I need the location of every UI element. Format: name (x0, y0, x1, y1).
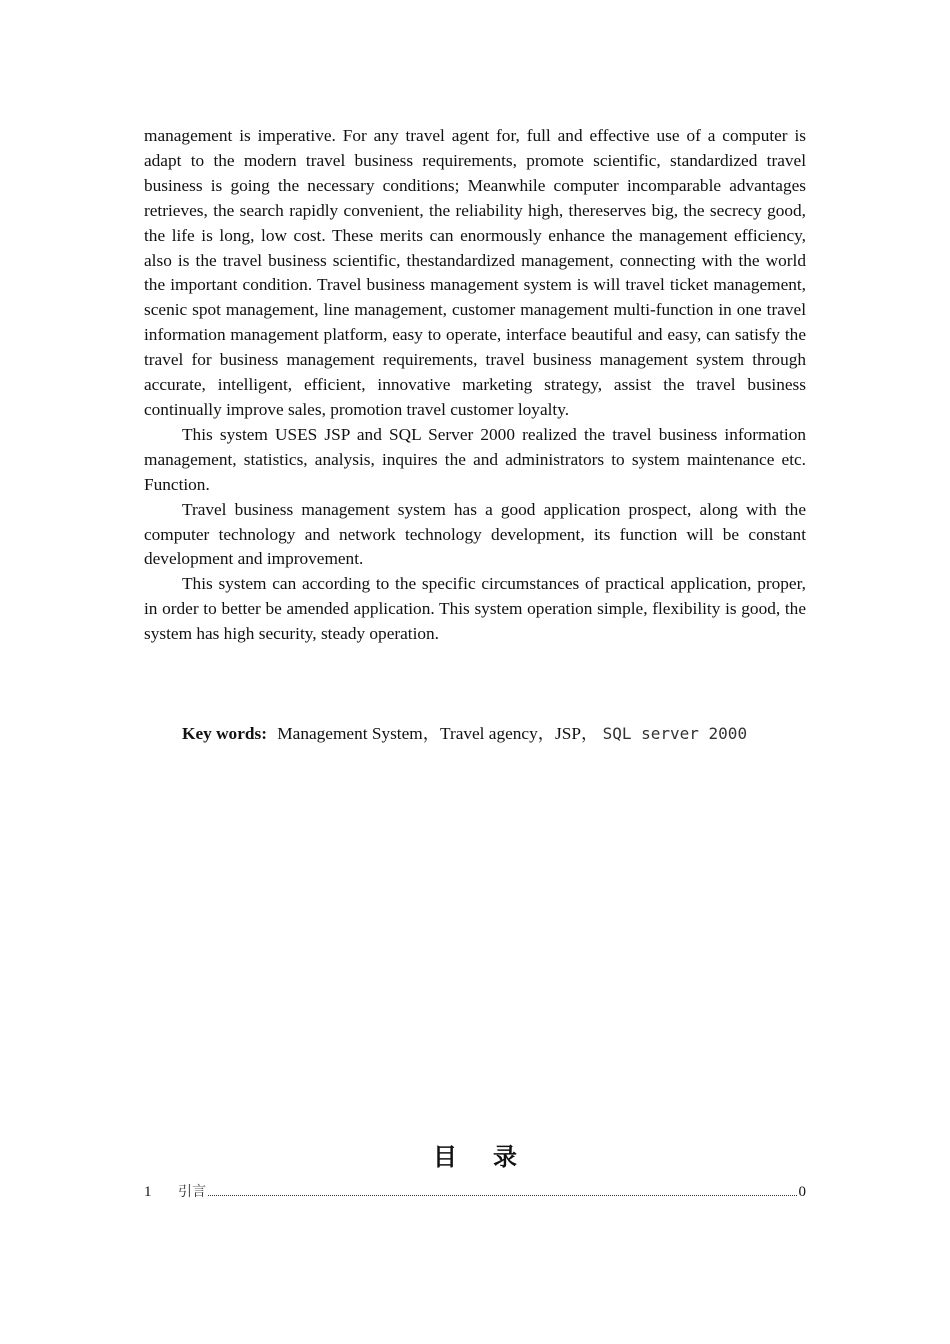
toc-leader-dots (208, 1194, 797, 1196)
abstract-paragraph: Travel business management system has a good application prospect, along with the computer technology and network technology development, its function will be constant development and improvement. (144, 499, 806, 569)
keywords-line (182, 721, 747, 746)
toc-title: 目录 (433, 1143, 553, 1171)
toc-entry-page: 0 (798, 1184, 806, 1200)
toc-entry[interactable] (144, 1181, 806, 1203)
abstract-paragraph: This system can according to the specific circumstances of practical application, proper, in order to better be amended application. This system operation simple, flexibility is good, the system has high security, steady operation. (144, 574, 806, 644)
keywords-mono-item: SQL server 2000 (602, 724, 748, 743)
toc-entry-text: 引言 (178, 1184, 206, 1200)
abstract-paragraph: management is imperative. For any travel agent for, full and effective use of a computer is adapt to the modern travel business requirements, promote scientific, standardized travel business is going the necessary conditions; Meanwhile computer incomparable advantages retrieves, the search rapidly convenient, the reliability high, thereserves big, the secrecy good, the life is long, low cost. These merits can enormously enhance the management efficiency, also is the travel business scientific, thestandardized management, connecting with the world the important condition. Travel business management system is will travel ticket management, scenic spot management, line management, customer management multi-function in one travel information management platform, easy to operate, interface beautiful and easy, can satisfy the travel for business management requirements, travel business management system through accurate, intelligent, efficient, innovative marketing strategy, assist the travel business continually improve sales, promotion travel customer loyalty. (144, 126, 806, 419)
keywords-items: Management System，Travel agency，JSP， (277, 724, 599, 743)
keywords-label: Key words: (182, 724, 267, 743)
abstract-body (144, 124, 806, 647)
toc-entry-number: 1 (144, 1184, 152, 1200)
abstract-paragraph: This system USES JSP and SQL Server 2000 realized the travel business information management, statistics, analysis, inquires the and administrators to system maintenance etc. Function. (144, 424, 806, 494)
